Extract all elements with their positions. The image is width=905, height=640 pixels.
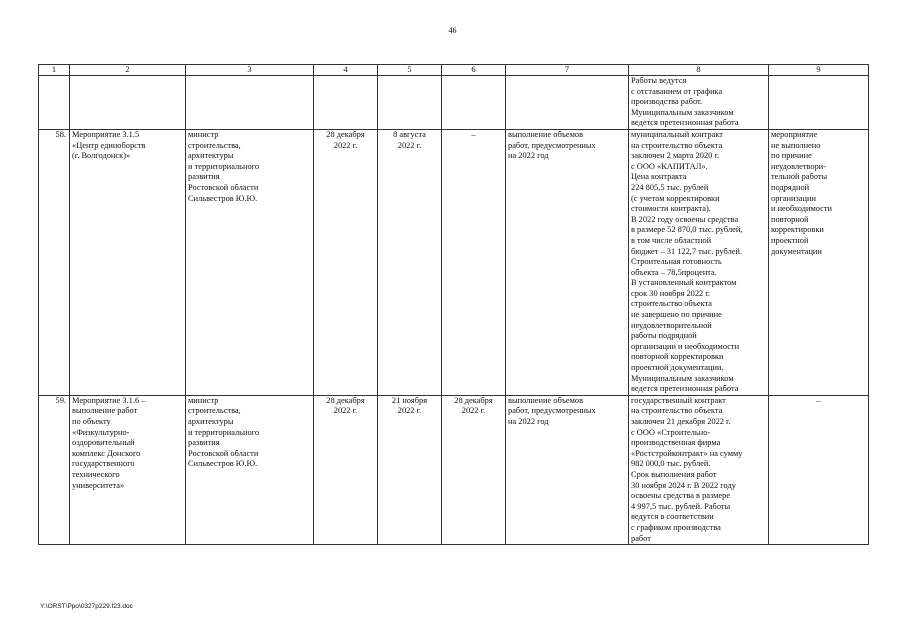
continuation-result-actual: Работы ведутся с отставанием от графика производства работ. Муниципальным заказчиком ведется претензионная работа [629, 76, 769, 130]
header-cell: 6 [442, 65, 506, 76]
table-row [39, 395, 869, 544]
planned-date: 28 декабря 2022 г. [314, 395, 378, 544]
empty-cell [442, 76, 506, 130]
footer-file-path: Y:\ORST\Ppo\0327p229.f23.doc [40, 603, 133, 610]
empty-cell [314, 76, 378, 130]
empty-cell [39, 76, 70, 130]
row-number: 58. [39, 129, 70, 395]
date-column-6: 28 декабря 2022 г. [442, 395, 506, 544]
actual-result: муниципальный контракт на строительство объекта заключен 2 марта 2020 г. с ООО «КАПИТАЛ». Цена контракта 224 805,5 тыс. рублей (с учетом корректировки стоимости контракта). В 2022 году освоены средства в размере 52 870,0 тыс. рублей, в том числе областной бюджет – 31 122,7 тыс. рублей. Строительная готовность объекта – 78,5процента. В установленный контрактом срок 30 ноября 2022 г. строительство объекта не завершено по причине неудовлетворительной работы подрядной организации и необходимости повторной корректировки проектной документации. Муниципальным заказчиком ведется претензионная работа [629, 129, 769, 395]
header-row [39, 65, 869, 76]
empty-cell [186, 76, 314, 130]
header-cell: 1 [39, 65, 70, 76]
header-cell: 9 [769, 65, 869, 76]
table-row [39, 129, 869, 395]
empty-cell [769, 76, 869, 130]
expected-result: выполнение объемов работ, предусмотренных на 2022 год [506, 395, 629, 544]
header-cell: 3 [186, 65, 314, 76]
empty-cell [506, 76, 629, 130]
responsible-person: министр строительства, архитектуры и территориального развития Ростовской области Сильвестров Ю.Ю. [186, 395, 314, 544]
continuation-row [39, 76, 869, 130]
empty-cell [378, 76, 442, 130]
empty-cell [70, 76, 186, 130]
header-cell: 5 [378, 65, 442, 76]
header-cell: 2 [70, 65, 186, 76]
reasons: – [769, 395, 869, 544]
row-number: 59. [39, 395, 70, 544]
report-table [38, 64, 869, 545]
event-name: Мероприятие 3.1.5 «Центр единоборств (г. Волгодонск)» [70, 129, 186, 395]
actual-date: 8 августа 2022 г. [378, 129, 442, 395]
header-cell: 8 [629, 65, 769, 76]
header-cell: 7 [506, 65, 629, 76]
planned-date: 28 декабря 2022 г. [314, 129, 378, 395]
header-cell: 4 [314, 65, 378, 76]
expected-result: выполнение объемов работ, предусмотренных на 2022 год [506, 129, 629, 395]
reasons: мероприятие не выполнено по причине неудовлетвори- тельной работы подрядной организации и необходимости повторной корректировки проектной документации [769, 129, 869, 395]
actual-result: государственный контракт на строительство объекта заключен 21 декабря 2022 г. с ООО «Строительно- производственная фирма «Ростстройконтракт» на сумму 982 000,0 тыс. рублей. Срок выполнения работ 30 ноября 2024 г. В 2022 году освоены средства в размере 4 997,5 тыс. рублей. Работы ведутся в соответствии с графиком производства работ [629, 395, 769, 544]
date-column-6: – [442, 129, 506, 395]
event-name: Мероприятие 3.1.6 – выполнение работ по объекту «Физкультурно- оздоровительный комплекс Донского государственного технического университета» [70, 395, 186, 544]
actual-date: 21 ноября 2022 г. [378, 395, 442, 544]
page-number: 46 [448, 26, 457, 35]
responsible-person: министр строительства, архитектуры и территориального развития Ростовской области Сильвестров Ю.Ю. [186, 129, 314, 395]
